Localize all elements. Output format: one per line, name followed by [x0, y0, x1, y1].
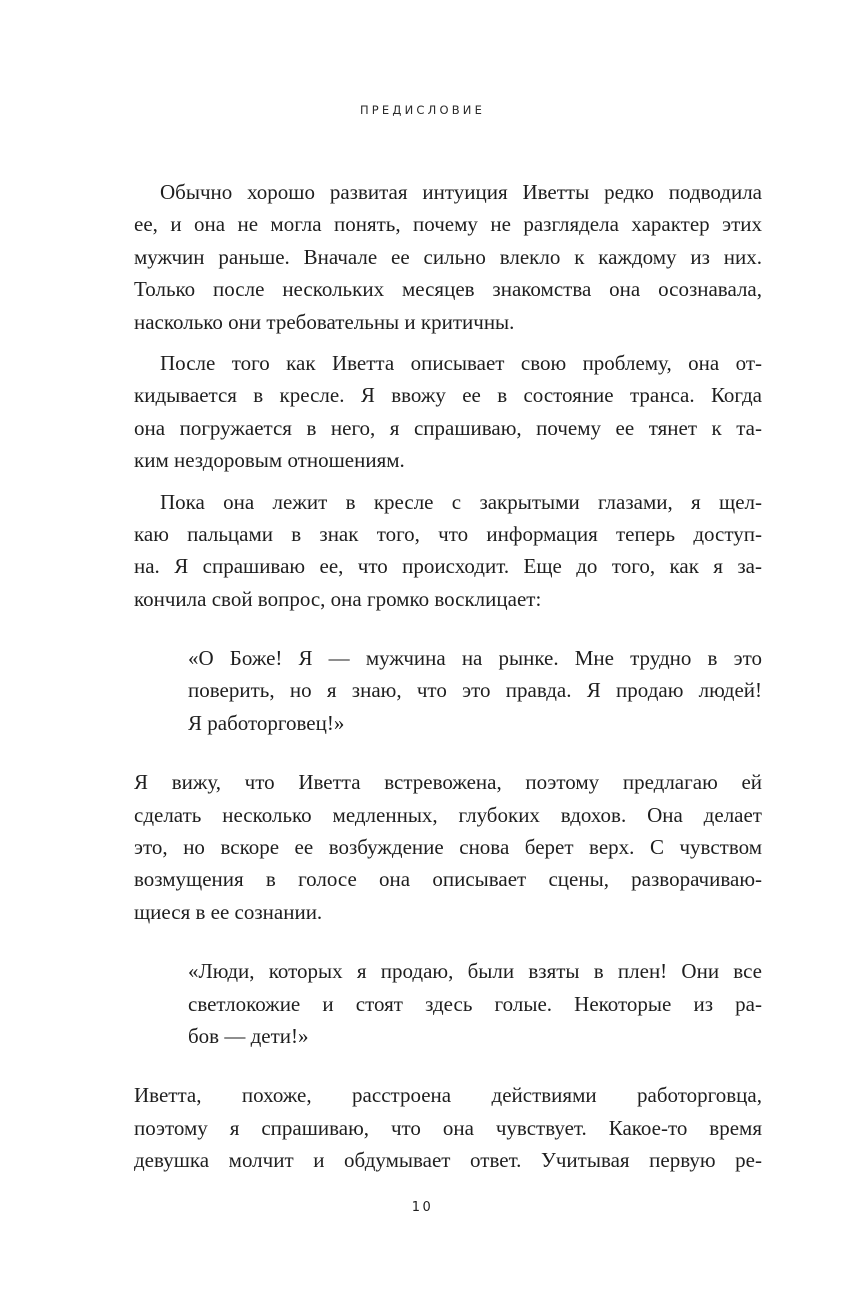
paragraph-2: [134, 347, 762, 477]
text-line: Обычно хорошо развитая интуиция Иветты редко подводила: [160, 180, 762, 204]
quote-block-2: [188, 955, 762, 1052]
text-line: она погружается в него, я спрашиваю, почему ее тянет к та-: [134, 415, 762, 440]
text-line: Я вижу, что Иветта встревожена, поэтому предлагаю ей: [134, 770, 762, 795]
quote-line: Я работорговец!»: [188, 710, 345, 735]
paragraph-1: [134, 176, 762, 338]
quote-line: «О Боже! Я — мужчина на рынке. Мне трудно в это: [188, 646, 762, 671]
quote-line: «Люди, которых я продаю, были взяты в плен! Они все: [188, 959, 762, 984]
quote-line: поверить, но я знаю, что это правда. Я продаю людей!: [188, 678, 762, 703]
text-line: После того как Иветта описывает свою проблему, она от-: [160, 350, 762, 375]
text-line: кидывается в кресле. Я ввожу ее в состояние транса. Когда: [134, 383, 762, 408]
text-line: ее, и она не могла понять, почему не разглядела характер этих: [134, 212, 762, 237]
text-line: возмущения в голосе она описывает сцены, разворачиваю-: [134, 867, 762, 892]
page-number: 10: [411, 1200, 434, 1215]
text-line: кончила свой вопрос, она громко восклицает:: [134, 586, 542, 611]
paragraph-5: [134, 1079, 762, 1176]
text-line: мужчин раньше. Вначале ее сильно влекло к каждому из них.: [134, 244, 762, 269]
quote-block-1: [188, 642, 762, 739]
text-line: сделать несколько медленных, глубоких вдохов. Она делает: [134, 802, 762, 827]
text-line: каю пальцами в знак того, что информация теперь доступ-: [134, 521, 762, 546]
body-text: [134, 176, 762, 1186]
quote-line: светлокожие и стоят здесь голые. Некоторые из ра-: [188, 991, 762, 1016]
paragraph-3: [134, 486, 762, 616]
text-line: девушка молчит и обдумывает ответ. Учитывая первую ре-: [134, 1148, 762, 1173]
text-line: щиеся в ее сознании.: [134, 899, 323, 924]
text-line: насколько они требовательны и критичны.: [134, 309, 515, 334]
text-line: ким нездоровым отношениям.: [134, 448, 405, 473]
text-line: на. Я спрашиваю ее, что происходит. Еще до того, как я за-: [134, 554, 762, 579]
paragraph-4: [134, 766, 762, 928]
text-line: поэтому я спрашиваю, что она чувствует. Какое-то время: [134, 1115, 762, 1140]
text-line: это, но вскоре ее возбуждение снова берет верх. С чувством: [134, 835, 762, 860]
text-line: Только после нескольких месяцев знакомства она осознавала,: [134, 277, 762, 302]
running-head: ПРЕДИСЛОВИЕ: [359, 103, 486, 117]
text-line: Иветта, похоже, расстроена действиями работорговца,: [134, 1083, 762, 1108]
quote-line: бов — дети!»: [188, 1023, 309, 1048]
text-line: Пока она лежит в кресле с закрытыми глазами, я щел-: [160, 489, 762, 514]
